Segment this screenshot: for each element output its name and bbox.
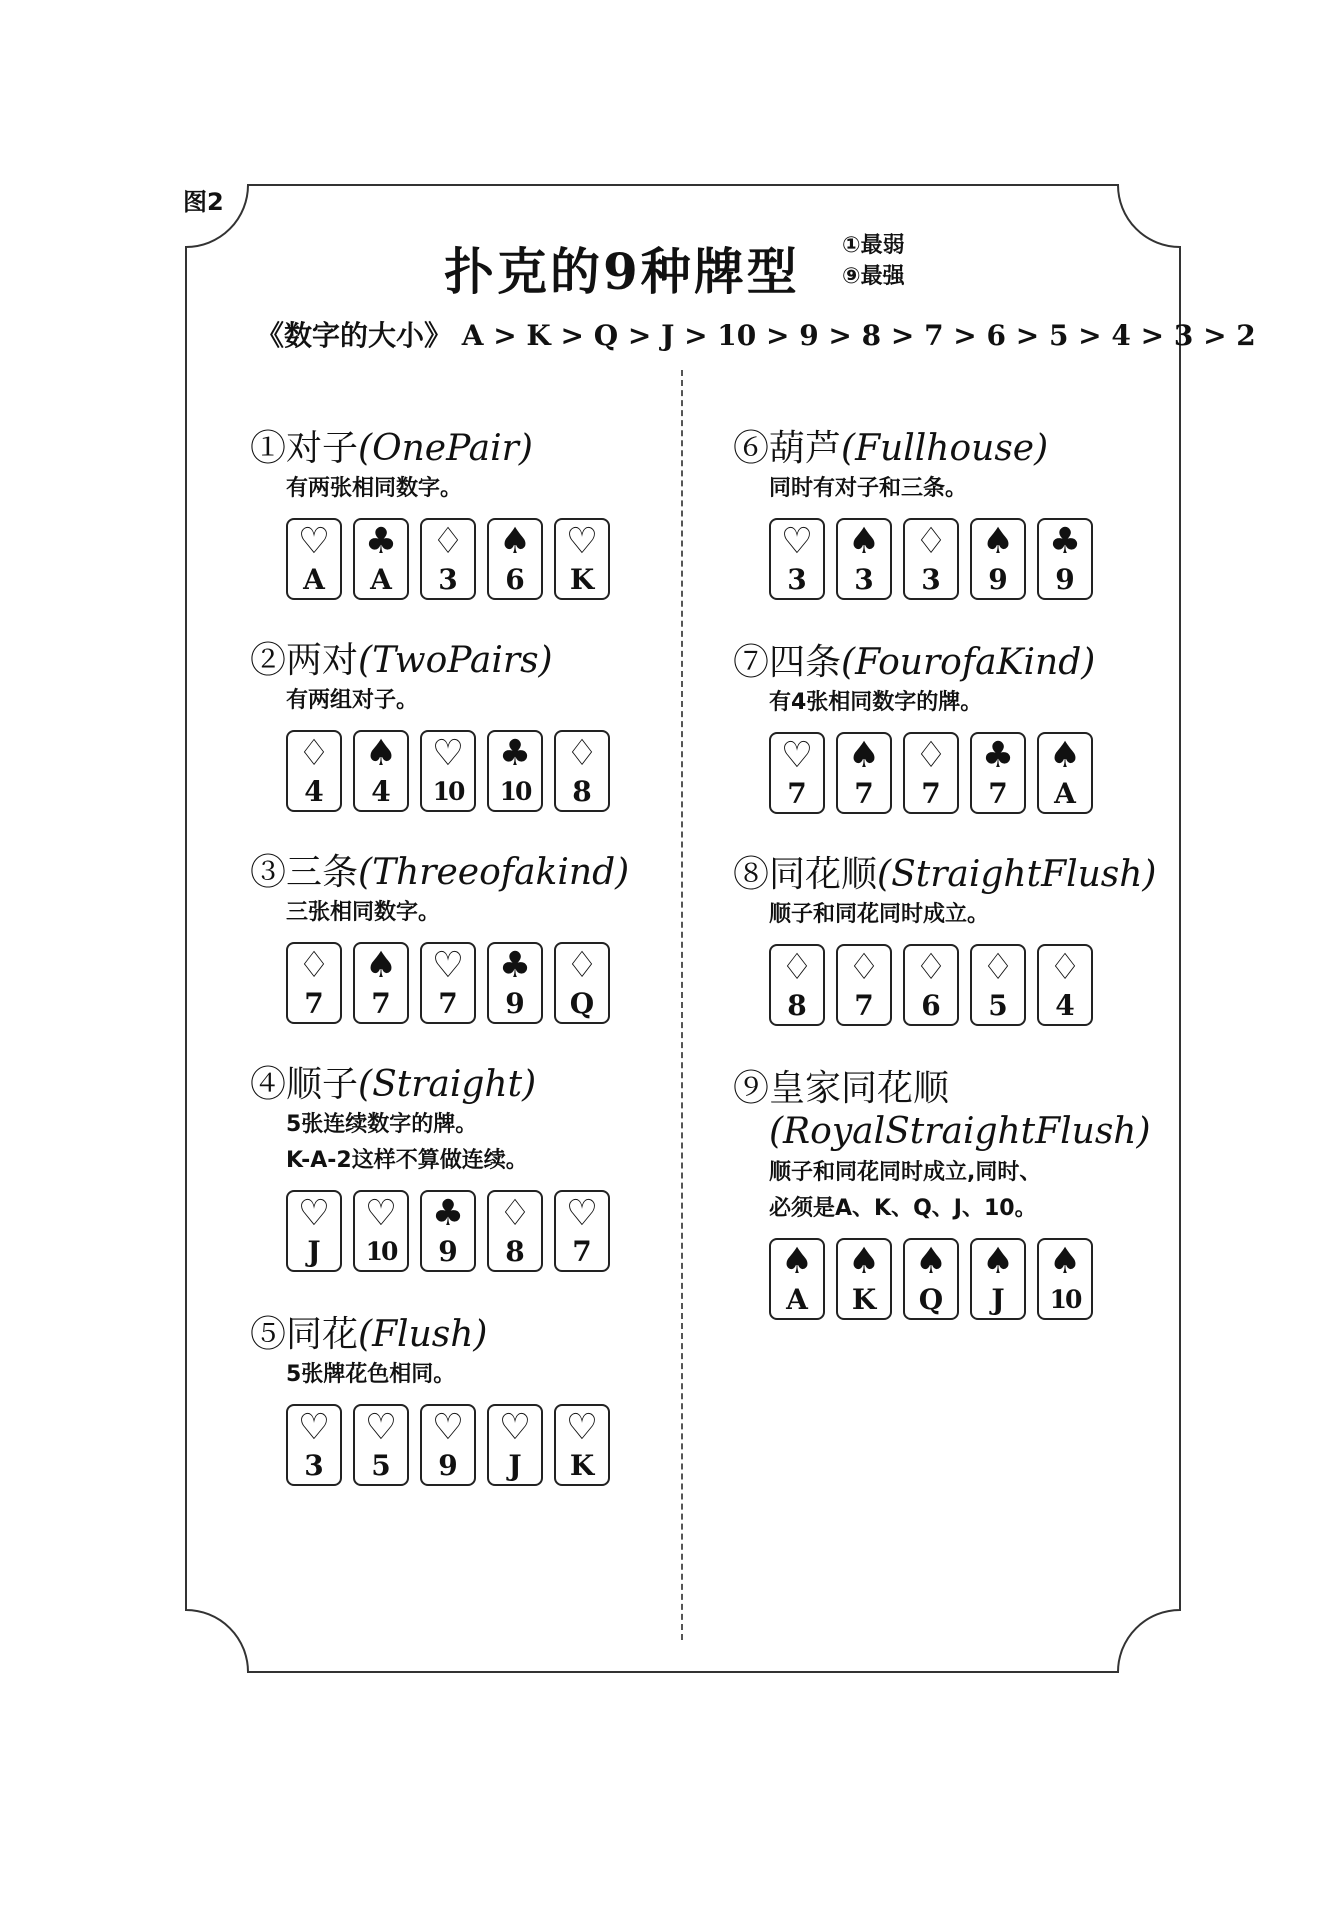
playing-card — [353, 1190, 409, 1272]
spade-icon: ♠ — [847, 735, 881, 776]
card-row — [250, 1190, 720, 1272]
hand-description: K-A-2这样不算做连续。 — [286, 1148, 528, 1173]
playing-card — [286, 518, 342, 600]
card-rank: K — [569, 563, 595, 596]
card-rank: 9 — [438, 1235, 458, 1268]
strength-legend — [842, 230, 905, 292]
card-rank: A — [303, 563, 325, 596]
card-rank: 7 — [854, 777, 874, 810]
hand-section — [733, 854, 1203, 1026]
playing-card — [836, 732, 892, 814]
playing-card — [836, 518, 892, 600]
playing-card — [420, 1404, 476, 1486]
hand-number: ⑤ — [250, 1314, 287, 1355]
card-rank: 4 — [371, 775, 391, 808]
diamond-icon: ♢ — [981, 947, 1015, 988]
hand-title — [733, 1068, 1203, 1110]
card-rank: 10 — [499, 777, 531, 806]
hand-section — [250, 428, 720, 600]
card-rank: 8 — [572, 775, 592, 808]
playing-card — [836, 944, 892, 1026]
club-icon: ♣ — [431, 1193, 465, 1234]
card-rank: 7 — [371, 987, 391, 1020]
playing-card — [903, 518, 959, 600]
spade-icon: ♠ — [364, 945, 398, 986]
hand-section — [733, 1068, 1203, 1320]
figure-label: 图2 — [183, 188, 224, 216]
hand-description: 同时有对子和三条。 — [769, 476, 968, 501]
club-icon: ♣ — [498, 945, 532, 986]
spade-icon: ♠ — [364, 733, 398, 774]
playing-card — [1037, 944, 1093, 1026]
playing-card — [769, 1238, 825, 1320]
heart-icon: ♡ — [431, 1407, 465, 1448]
heart-icon: ♡ — [565, 521, 599, 562]
diamond-icon: ♢ — [1048, 947, 1082, 988]
hand-description: 有4张相同数字的牌。 — [769, 690, 983, 715]
diamond-icon: ♢ — [914, 735, 948, 776]
hand-description: 5张牌花色相同。 — [286, 1362, 456, 1387]
hand-name-zh: 对子 — [286, 428, 359, 469]
spade-icon: ♠ — [1048, 735, 1082, 776]
card-rank: 9 — [1055, 563, 1075, 596]
diamond-icon: ♢ — [565, 733, 599, 774]
card-row — [733, 732, 1203, 814]
card-rank: 9 — [438, 1449, 458, 1482]
playing-card — [769, 518, 825, 600]
hand-description: 顺子和同花同时成立。 — [769, 902, 990, 927]
card-row — [250, 1404, 720, 1486]
card-rank: J — [508, 1449, 522, 1482]
card-rank: K — [851, 1283, 877, 1316]
club-icon: ♣ — [1048, 521, 1082, 562]
playing-card — [487, 730, 543, 812]
hand-title — [250, 852, 720, 894]
card-rank: J — [307, 1235, 321, 1268]
card-rank: Q — [918, 1283, 944, 1316]
playing-card — [1037, 1238, 1093, 1320]
heart-icon: ♡ — [297, 1407, 331, 1448]
playing-card — [487, 1190, 543, 1272]
playing-card — [554, 1190, 610, 1272]
hand-description: 有两张相同数字。 — [286, 476, 463, 501]
spade-icon: ♠ — [981, 1241, 1015, 1282]
heart-icon: ♡ — [364, 1407, 398, 1448]
heart-icon: ♡ — [297, 1193, 331, 1234]
card-rank: K — [569, 1449, 595, 1482]
hand-name-zh: 同花 — [286, 1314, 359, 1355]
card-rank: 3 — [438, 563, 458, 596]
hand-name-zh: 两对 — [286, 640, 359, 681]
card-rank: 5 — [371, 1449, 391, 1482]
card-rank: 3 — [304, 1449, 324, 1482]
playing-card — [836, 1238, 892, 1320]
heart-icon: ♡ — [780, 521, 814, 562]
hand-description: 顺子和同花同时成立,同时、 — [769, 1160, 1042, 1185]
playing-card — [353, 518, 409, 600]
hand-name-en: (Flush) — [358, 1314, 488, 1355]
playing-card — [286, 1190, 342, 1272]
hand-title — [250, 428, 720, 470]
diamond-icon: ♢ — [847, 947, 881, 988]
playing-card — [1037, 732, 1093, 814]
playing-card — [554, 1404, 610, 1486]
playing-card — [487, 518, 543, 600]
playing-card — [487, 1404, 543, 1486]
hand-name-zh: 皇家同花顺 — [769, 1068, 950, 1109]
card-rank: 6 — [505, 563, 525, 596]
playing-card — [353, 942, 409, 1024]
hand-name-en: (OnePair) — [358, 428, 533, 469]
playing-card — [970, 732, 1026, 814]
playing-card — [353, 1404, 409, 1486]
hand-name-zh: 同花顺 — [769, 854, 878, 895]
card-rank: A — [1054, 777, 1076, 810]
playing-card — [353, 730, 409, 812]
hand-name-en: (Straight) — [358, 1064, 537, 1105]
legend-weakest: ①最弱 — [842, 233, 905, 258]
hand-title — [733, 428, 1203, 470]
card-rank: 7 — [304, 987, 324, 1020]
hand-name-zh: 四条 — [769, 642, 842, 683]
hand-number: ⑨ — [733, 1068, 770, 1109]
heart-icon: ♡ — [297, 521, 331, 562]
hand-description: 有两组对子。 — [286, 688, 419, 713]
card-rank: 3 — [921, 563, 941, 596]
card-rank: 9 — [505, 987, 525, 1020]
diamond-icon: ♢ — [498, 1193, 532, 1234]
playing-card — [970, 1238, 1026, 1320]
playing-card — [970, 518, 1026, 600]
hand-name-zh: 三条 — [286, 852, 359, 893]
card-rank: 8 — [787, 989, 807, 1022]
playing-card — [903, 1238, 959, 1320]
hand-number: ② — [250, 640, 287, 681]
card-rank: 3 — [854, 563, 874, 596]
hand-name-en: (StraightFlush) — [877, 854, 1157, 895]
hand-section — [250, 852, 720, 1024]
card-row — [733, 518, 1203, 600]
playing-card — [554, 518, 610, 600]
playing-card — [970, 944, 1026, 1026]
hand-name-en: (FourofaKind) — [841, 642, 1096, 683]
card-row — [250, 518, 720, 600]
card-rank: 3 — [787, 563, 807, 596]
hand-name-en: (RoyalStraightFlush) — [769, 1111, 1151, 1152]
hand-name-zh: 顺子 — [286, 1064, 359, 1105]
hand-name-en: (TwoPairs) — [358, 640, 553, 681]
hand-title — [250, 1314, 720, 1356]
hand-number: ⑧ — [733, 854, 770, 895]
hand-name-en: (Threeofakind) — [358, 852, 630, 893]
hand-name-zh: 葫芦 — [769, 428, 842, 469]
hand-section — [250, 640, 720, 812]
playing-card — [286, 730, 342, 812]
diamond-icon: ♢ — [780, 947, 814, 988]
heart-icon: ♡ — [364, 1193, 398, 1234]
spade-icon: ♠ — [780, 1241, 814, 1282]
playing-card — [1037, 518, 1093, 600]
card-rank: A — [370, 563, 392, 596]
hand-description: 三张相同数字。 — [286, 900, 441, 925]
card-rank: 10 — [365, 1237, 397, 1266]
page-title: 扑克的9种牌型 — [444, 242, 800, 301]
playing-card — [487, 942, 543, 1024]
club-icon: ♣ — [981, 735, 1015, 776]
hand-number: ③ — [250, 852, 287, 893]
hand-number: ④ — [250, 1064, 287, 1105]
spade-icon: ♠ — [847, 1241, 881, 1282]
diamond-icon: ♢ — [297, 733, 331, 774]
spade-icon: ♠ — [498, 521, 532, 562]
hand-title — [733, 642, 1203, 684]
playing-card — [554, 730, 610, 812]
heart-icon: ♡ — [431, 945, 465, 986]
hand-number: ⑥ — [733, 428, 770, 469]
hand-number: ① — [250, 428, 287, 469]
club-icon: ♣ — [498, 733, 532, 774]
legend-strongest: ⑨最强 — [842, 264, 905, 289]
hand-name-en: (Fullhouse) — [841, 428, 1049, 469]
card-rank: 8 — [505, 1235, 525, 1268]
hand-title — [733, 854, 1203, 896]
playing-card — [769, 944, 825, 1026]
diamond-icon: ♢ — [431, 521, 465, 562]
heart-icon: ♡ — [431, 733, 465, 774]
card-rank: 7 — [787, 777, 807, 810]
card-rank: 10 — [1049, 1285, 1081, 1314]
hand-section — [250, 1064, 720, 1272]
card-rank: 7 — [854, 989, 874, 1022]
hand-section — [733, 428, 1203, 600]
playing-card — [420, 730, 476, 812]
playing-card — [286, 942, 342, 1024]
rank-order-line: 《数字的大小》 A > K > Q > J > 10 > 9 > 8 > 7 > 6 > 5 > 4 > 3 > 2 — [256, 319, 1256, 352]
heart-icon: ♡ — [565, 1193, 599, 1234]
card-rank: 7 — [921, 777, 941, 810]
playing-card — [554, 942, 610, 1024]
card-rank: 4 — [304, 775, 324, 808]
playing-card — [903, 944, 959, 1026]
card-row — [733, 944, 1203, 1026]
heart-icon: ♡ — [498, 1407, 532, 1448]
card-rank: J — [991, 1283, 1005, 1316]
diamond-icon: ♢ — [914, 521, 948, 562]
card-row — [250, 730, 720, 812]
club-icon: ♣ — [364, 521, 398, 562]
card-rank: Q — [569, 987, 595, 1020]
diamond-icon: ♢ — [565, 945, 599, 986]
hand-title — [250, 1064, 720, 1106]
card-row — [250, 942, 720, 1024]
card-row — [733, 1238, 1203, 1320]
spade-icon: ♠ — [981, 521, 1015, 562]
card-rank: 4 — [1055, 989, 1075, 1022]
hand-description: 5张连续数字的牌。 — [286, 1112, 478, 1137]
spade-icon: ♠ — [914, 1241, 948, 1282]
playing-card — [286, 1404, 342, 1486]
spade-icon: ♠ — [847, 521, 881, 562]
card-rank: 5 — [988, 989, 1008, 1022]
card-rank: 6 — [921, 989, 941, 1022]
diamond-icon: ♢ — [297, 945, 331, 986]
hand-section — [733, 642, 1203, 814]
diamond-icon: ♢ — [914, 947, 948, 988]
card-rank: 9 — [988, 563, 1008, 596]
card-rank: A — [786, 1283, 808, 1316]
playing-card — [420, 518, 476, 600]
heart-icon: ♡ — [565, 1407, 599, 1448]
playing-card — [769, 732, 825, 814]
card-rank: 7 — [438, 987, 458, 1020]
playing-card — [420, 942, 476, 1024]
heart-icon: ♡ — [780, 735, 814, 776]
hand-number: ⑦ — [733, 642, 770, 683]
hand-section — [250, 1314, 720, 1486]
card-rank: 7 — [572, 1235, 592, 1268]
card-rank: 7 — [988, 777, 1008, 810]
hand-title — [250, 640, 720, 682]
playing-card — [420, 1190, 476, 1272]
spade-icon: ♠ — [1048, 1241, 1082, 1282]
playing-card — [903, 732, 959, 814]
hand-description: 必须是A、K、Q、J、10。 — [769, 1196, 1037, 1221]
card-rank: 10 — [432, 777, 464, 806]
